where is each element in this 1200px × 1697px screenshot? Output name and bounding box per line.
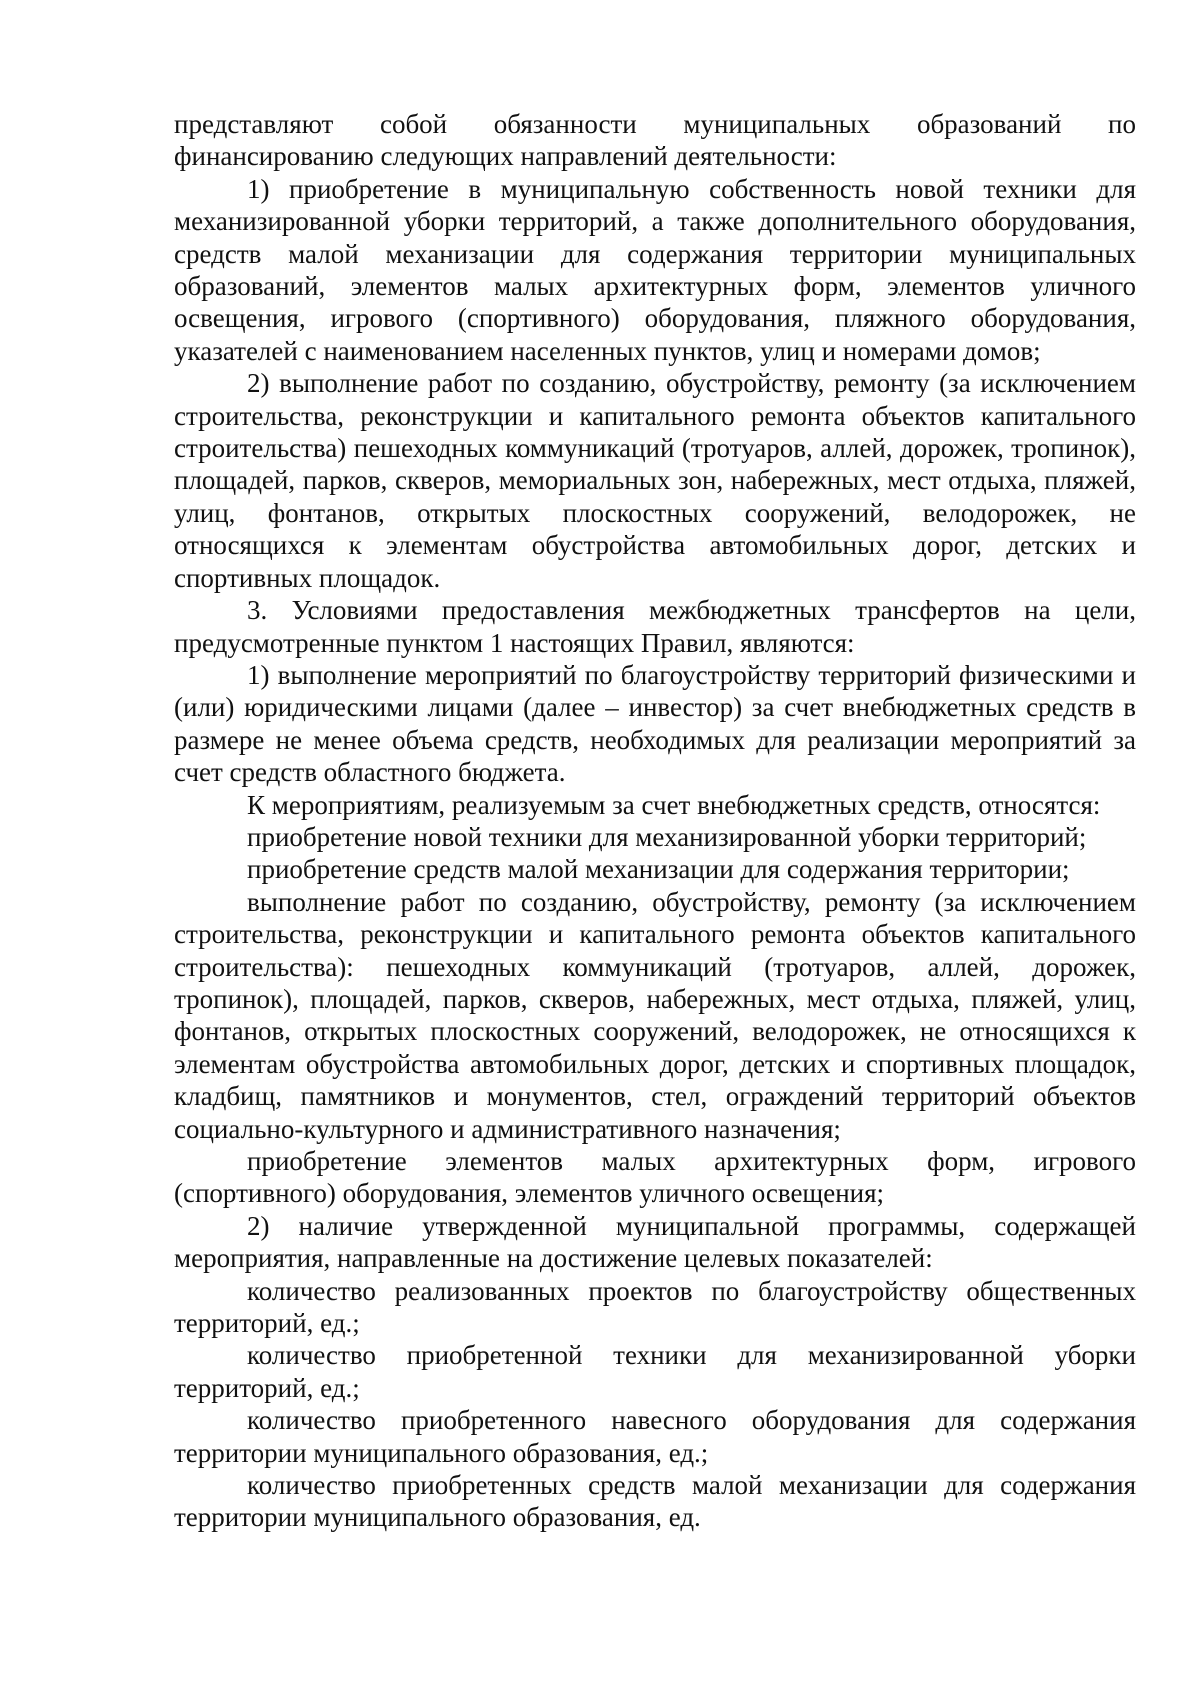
- document-page: [174, 108, 1136, 1534]
- paragraph-15: количество приобретенных средств малой механизации для содержания территории муниципального образования, ед.: [174, 1470, 1136, 1533]
- paragraph-6: К мероприятиям, реализуемым за счет внебюджетных средств, относятся:: [247, 789, 1101, 820]
- paragraph-10: приобретение элементов малых архитектурных форм, игрового (спортивного) оборудования, элементов уличного освещения;: [174, 1146, 1136, 1209]
- paragraph-7: приобретение новой техники для механизированной уборки территорий;: [247, 821, 1087, 852]
- paragraph-4: 3. Условиями предоставления межбюджетных трансфертов на цели, предусмотренные пунктом 1 настоящих Правил, являются:: [174, 595, 1136, 658]
- paragraph-5: 1) выполнение мероприятий по благоустройству территорий физическими и (или) юридическими лицами (далее – инвестор) за счет внебюджетных средств в размере не менее объема средств, необходимых для реализации мероприятий за счет средств областного бюджета.: [174, 659, 1136, 788]
- paragraph-12: количество реализованных проектов по благоустройству общественных территорий, ед.;: [174, 1275, 1136, 1339]
- paragraph-2: 1) приобретение в муниципальную собственность новой техники для механизированной уборки территорий, а также дополнительного оборудования, средств малой механизации для содержания территории муниципальных образований, элементов малых архитектурных форм, элементов уличного освещения, игрового (спортивного) оборудования, пляжного оборудования, указателей с наименованием населенных пунктов, улиц и номерами домов;: [174, 173, 1136, 366]
- paragraph-9: выполнение работ по созданию, обустройству, ремонту (за исключением строительства, реконструкции и капитального ремонта объектов капитального строительства): пешеходных коммуникаций (тротуаров, аллей, дорожек, тропинок), площадей, парков, скверов, набережных, мест отдыха, пляжей, улиц, фонтанов, открытых плоскостных сооружений, велодорожек, не относящихся к элементам обустройства автомобильных дорог, детских и спортивных площадок, кладбищ, памятников и монументов, стел, ограждений территорий объектов социально-культурного и административного назначения;: [174, 886, 1136, 1144]
- paragraph-8: приобретение средств малой механизации для содержания территории;: [247, 854, 1070, 885]
- paragraph-11: 2) наличие утвержденной муниципальной программы, содержащей мероприятия, направленные на достижение целевых показателей:: [174, 1210, 1136, 1274]
- paragraph-1: представляют собой обязанности муниципальных образований по финансированию следующих направлений деятельности:: [174, 109, 1136, 172]
- paragraph-14: количество приобретенного навесного оборудования для содержания территории муниципального образования, ед.;: [174, 1405, 1136, 1468]
- paragraph-3: 2) выполнение работ по созданию, обустройству, ремонту (за исключением строительства, реконструкции и капитального ремонта объектов капитального строительства) пешеходных коммуникаций (тротуаров, аллей, дорожек, тропинок), площадей, парков, скверов, мемориальных зон, набережных, мест отдыха, пляжей, улиц, фонтанов, открытых плоскостных сооружений, велодорожек, не относящихся к элементам обустройства автомобильных дорог, детских и спортивных площадок.: [174, 368, 1136, 593]
- paragraph-13: количество приобретенной техники для механизированной уборки территорий, ед.;: [174, 1340, 1136, 1403]
